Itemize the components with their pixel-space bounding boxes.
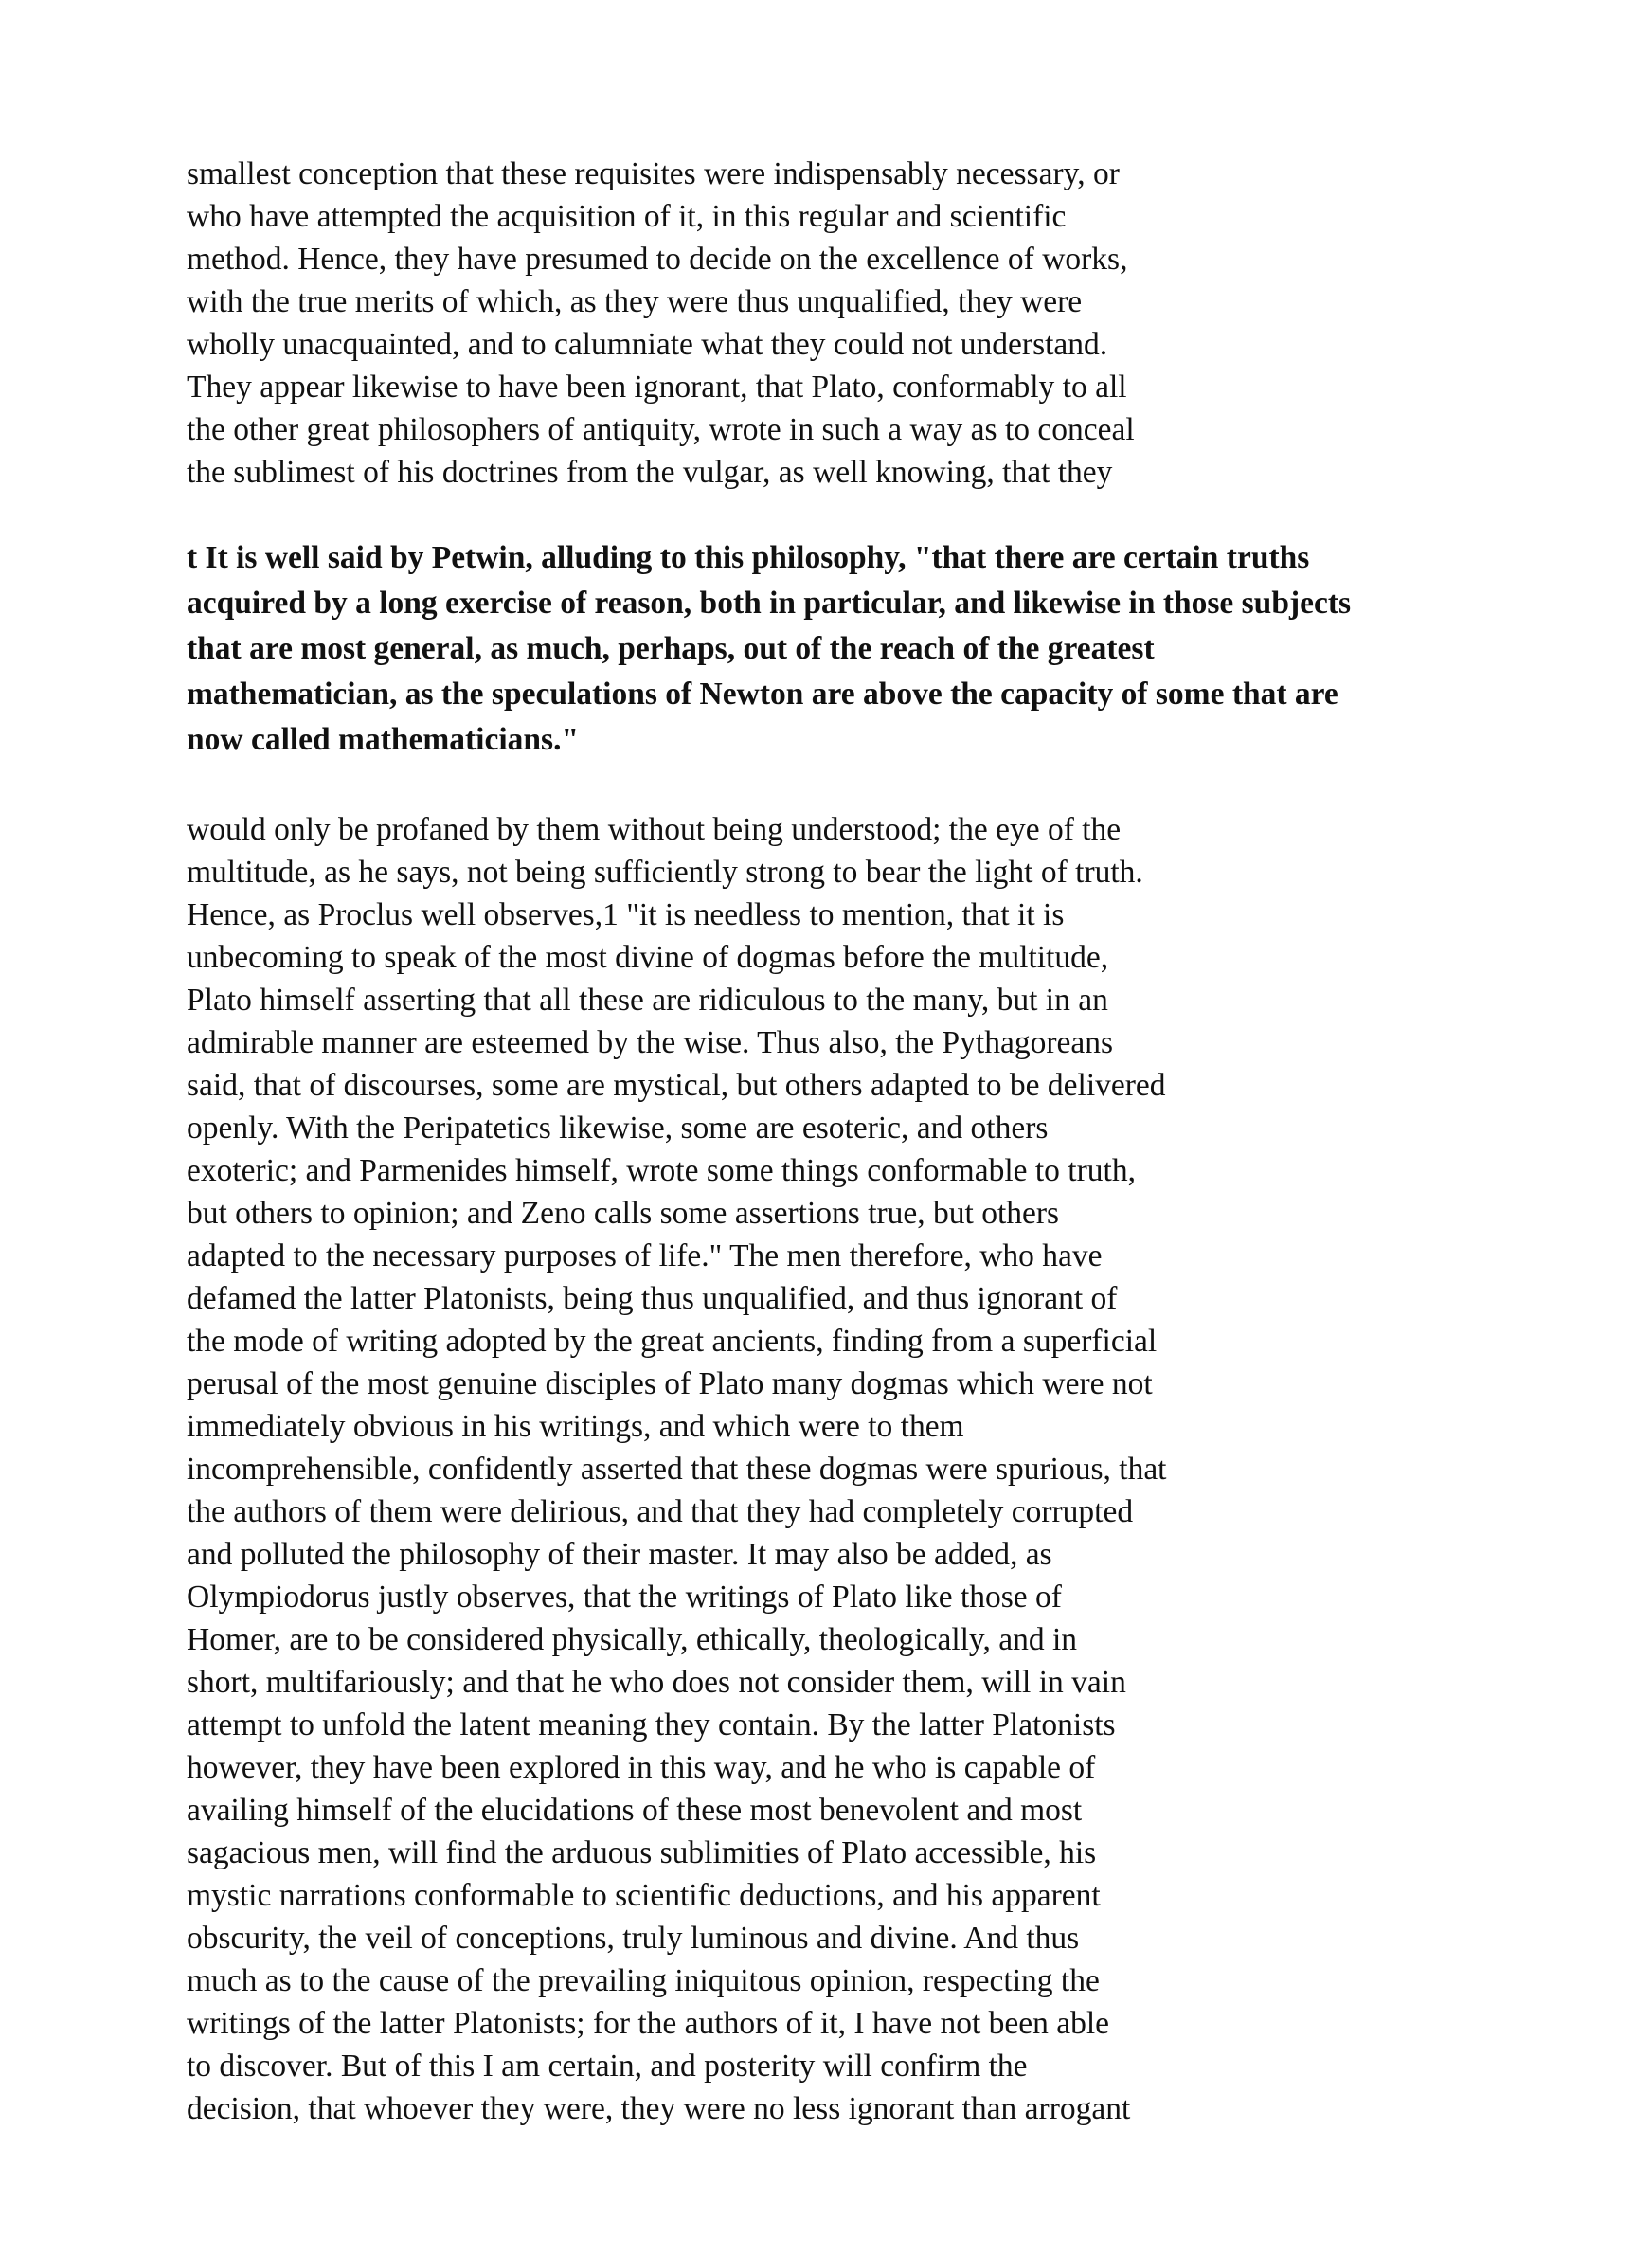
text-line: perusal of the most genuine disciples of Plato many dogmas which were not bbox=[187, 1366, 1153, 1401]
text-line: smallest conception that these requisites were indispensably necessary, or bbox=[187, 156, 1120, 191]
footnote-line: now called mathematicians." bbox=[187, 722, 580, 757]
text-line: the authors of them were delirious, and that they had completely corrupted bbox=[187, 1494, 1134, 1529]
text-line: would only be profaned by them without being understood; the eye of the bbox=[187, 812, 1122, 847]
text-line: with the true merits of which, as they were thus unqualified, they were bbox=[187, 284, 1083, 319]
text-line: short, multifariously; and that he who does not consider them, will in vain bbox=[187, 1665, 1126, 1700]
text-line: the sublimest of his doctrines from the vulgar, as well knowing, that they bbox=[187, 455, 1113, 490]
text-line: availing himself of the elucidations of these most benevolent and most bbox=[187, 1793, 1083, 1828]
text-line: the other great philosophers of antiquity, wrote in such a way as to conceal bbox=[187, 412, 1135, 447]
text-line: wholly unacquainted, and to calumniate what they could not understand. bbox=[187, 327, 1108, 362]
footnote-line: mathematician, as the speculations of Newton are above the capacity of some that are bbox=[187, 677, 1338, 712]
text-line: admirable manner are esteemed by the wise. Thus also, the Pythagoreans bbox=[187, 1025, 1114, 1060]
text-line: to discover. But of this I am certain, and posterity will confirm the bbox=[187, 2049, 1028, 2084]
text-line: sagacious men, will find the arduous sublimities of Plato accessible, his bbox=[187, 1835, 1097, 1870]
text-line: method. Hence, they have presumed to decide on the excellence of works, bbox=[187, 242, 1128, 277]
text-line: immediately obvious in his writings, and which were to them bbox=[187, 1409, 964, 1444]
text-line: mystic narrations conformable to scientific deductions, and his apparent bbox=[187, 1878, 1101, 1913]
paragraph-main bbox=[187, 808, 1167, 2130]
text-line: but others to opinion; and Zeno calls some assertions true, but others bbox=[187, 1196, 1060, 1231]
text-line: Plato himself asserting that all these are ridiculous to the many, but in an bbox=[187, 983, 1108, 1018]
text-line: the mode of writing adopted by the great ancients, finding from a superficial bbox=[187, 1324, 1158, 1359]
text-line: Homer, are to be considered physically, ethically, theologically, and in bbox=[187, 1622, 1078, 1657]
text-line: openly. With the Peripatetics likewise, some are esoteric, and others bbox=[187, 1110, 1049, 1146]
text-line: decision, that whoever they were, they were no less ignorant than arrogant bbox=[187, 2091, 1131, 2126]
text-line: Hence, as Proclus well observes,1 "it is needless to mention, that it is bbox=[187, 897, 1065, 932]
text-line: incomprehensible, confidently asserted that these dogmas were spurious, that bbox=[187, 1452, 1167, 1487]
text-line: said, that of discourses, some are mystical, but others adapted to be delivered bbox=[187, 1068, 1166, 1103]
text-line: writings of the latter Platonists; for the authors of it, I have not been able bbox=[187, 2006, 1110, 2041]
text-line: however, they have been explored in this way, and he who is capable of bbox=[187, 1750, 1096, 1785]
text-line: who have attempted the acquisition of it, in this regular and scientific bbox=[187, 199, 1067, 234]
footnote bbox=[187, 535, 1351, 763]
text-line: obscurity, the veil of conceptions, truly luminous and divine. And thus bbox=[187, 1921, 1080, 1956]
text-line: attempt to unfold the latent meaning they contain. By the latter Platonists bbox=[187, 1707, 1116, 1742]
text-line: adapted to the necessary purposes of life." The men therefore, who have bbox=[187, 1238, 1103, 1273]
text-line: defamed the latter Platonists, being thus unqualified, and thus ignorant of bbox=[187, 1281, 1118, 1316]
footnote-line: that are most general, as much, perhaps, out of the reach of the greatest bbox=[187, 631, 1155, 666]
text-line: much as to the cause of the prevailing iniquitous opinion, respecting the bbox=[187, 1963, 1100, 1998]
text-line: multitude, as he says, not being sufficiently strong to bear the light of truth. bbox=[187, 855, 1143, 890]
text-line: Olympiodorus justly observes, that the writings of Plato like those of bbox=[187, 1580, 1062, 1615]
footnote-line: acquired by a long exercise of reason, both in particular, and likewise in those subjects bbox=[187, 586, 1352, 621]
text-line: unbecoming to speak of the most divine of dogmas before the multitude, bbox=[187, 940, 1109, 975]
paragraph-top bbox=[187, 153, 1135, 494]
footnote-line: t It is well said by Petwin, alluding to this philosophy, "that there are certain truths bbox=[187, 540, 1310, 575]
text-line: and polluted the philosophy of their master. It may also be added, as bbox=[187, 1537, 1052, 1572]
text-line: exoteric; and Parmenides himself, wrote some things conformable to truth, bbox=[187, 1153, 1136, 1188]
text-line: They appear likewise to have been ignorant, that Plato, conformably to all bbox=[187, 370, 1127, 405]
